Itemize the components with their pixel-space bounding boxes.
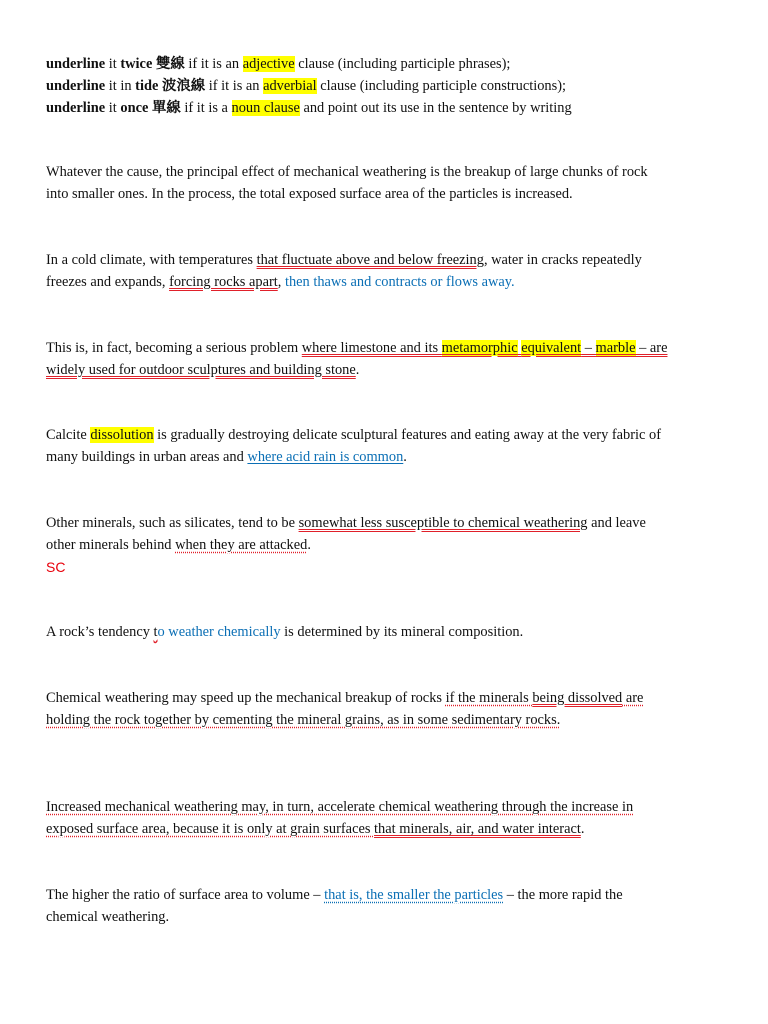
text-run: many buildings in urban areas and xyxy=(46,449,248,465)
paragraph-1-line-2: into smaller ones. In the process, the total exposed surface area of the particles is increased. xyxy=(46,186,573,202)
text-run: is gradually destroying delicate sculptural features and eating away at the very fabric of xyxy=(153,427,661,443)
adjective-clause: somewhat less susceptible to chemical weathering xyxy=(298,515,588,531)
adjective-clause: that fluctuate above and below freezing xyxy=(256,252,484,268)
text-run: Other minerals, such as silicates, tend to be xyxy=(46,515,299,531)
legend-text: if it is an xyxy=(188,56,243,72)
legend-text: if it is a xyxy=(184,100,232,116)
legend-text: if it is an xyxy=(208,78,264,94)
text-run: , xyxy=(277,274,285,290)
adjective-clause: being dissolved xyxy=(532,690,623,706)
legend-text: it in xyxy=(105,78,136,94)
text-run: and leave xyxy=(587,515,646,531)
legend-keyword: once xyxy=(120,100,149,116)
legend-text: clause (including participle constructions); xyxy=(316,78,566,94)
legend-highlight: noun clause xyxy=(231,100,300,116)
dotted-clause: Increased mechanical weathering may, in turn, accelerate chemical weathering through the increase in xyxy=(46,799,634,815)
legend-keyword: underline xyxy=(46,78,106,94)
dotted-clause: if the minerals xyxy=(445,690,533,706)
blue-dotted-clause: that is, the smaller the particles xyxy=(324,887,504,903)
legend-keyword: tide xyxy=(135,78,159,94)
wavy-letter: t xyxy=(153,624,158,640)
text-run: . xyxy=(403,449,407,465)
highlighted-word: marble xyxy=(595,340,636,356)
legend-cjk: 單線 xyxy=(148,100,185,116)
text-run: is determined by its mineral composition. xyxy=(280,624,524,640)
text-run: In a cold climate, with temperatures xyxy=(46,252,257,268)
dotted-clause: when they are attacked xyxy=(175,537,308,553)
blue-text: then thaws and contracts or flows away. xyxy=(284,274,515,290)
blue-text: o weather chemically xyxy=(157,624,281,640)
text-run: The higher the ratio of surface area to volume – xyxy=(46,887,325,903)
legend-line-1 xyxy=(46,54,510,74)
adjective-clause: where limestone and its xyxy=(301,340,442,356)
legend-cjk: 波浪線 xyxy=(158,78,209,94)
adjective-clause: widely used for outdoor sculptures and building stone xyxy=(46,362,356,378)
text-run: – the more rapid the xyxy=(503,887,623,903)
paragraph-9-line-2: chemical weathering. xyxy=(46,909,170,925)
legend-text: it xyxy=(105,56,121,72)
paragraph-6-line-1 xyxy=(46,622,523,642)
legend-text: and point out its use in the sentence by writing xyxy=(299,100,572,116)
legend-text: it xyxy=(105,100,121,116)
adjective-clause: forcing rocks apart xyxy=(169,274,278,290)
legend-keyword: twice xyxy=(120,56,153,72)
legend-keyword: underline xyxy=(46,56,106,72)
dotted-clause: are xyxy=(622,690,644,706)
text-run: . xyxy=(355,362,360,378)
paragraph-5-line-2 xyxy=(46,535,311,555)
legend-text: clause (including participle phrases); xyxy=(294,56,511,72)
paragraph-7-line-1 xyxy=(46,688,643,708)
text-run: Calcite xyxy=(46,427,91,443)
paragraph-1-line-1: Whatever the cause, the principal effect of mechanical weathering is the breakup of large chunks of rock xyxy=(46,164,648,180)
legend-line-3 xyxy=(46,98,572,118)
paragraph-9-line-1 xyxy=(46,885,623,905)
text-run: other minerals behind xyxy=(46,537,176,553)
legend-keyword: underline xyxy=(46,100,106,116)
text-run: , water in cracks repeatedly xyxy=(483,252,642,268)
paragraph-5-line-1 xyxy=(46,513,646,533)
legend-highlight: adjective xyxy=(242,56,295,72)
legend-highlight: adverbial xyxy=(263,78,317,94)
legend-cjk: 雙線 xyxy=(152,56,189,72)
paragraph-7-line-2 xyxy=(46,710,560,730)
text-run: – xyxy=(581,340,596,356)
text-run: This is, in fact, becoming a serious problem xyxy=(46,340,302,356)
text-run: Chemical weathering may speed up the mechanical breakup of rocks xyxy=(46,690,446,706)
text-run: . xyxy=(307,537,311,553)
paragraph-3-line-1 xyxy=(46,338,667,358)
paragraph-4-line-2 xyxy=(46,447,407,467)
text-run: freezes and expands, xyxy=(46,274,170,290)
highlighted-word: metamorphic xyxy=(441,340,518,356)
paragraph-8-line-2 xyxy=(46,819,584,839)
text-run: A rock’s tendency xyxy=(46,624,154,640)
sc-note: SC xyxy=(46,559,66,575)
paragraph-2-line-2 xyxy=(46,272,515,292)
highlighted-word: equivalent xyxy=(521,340,582,356)
text-run: . xyxy=(580,821,585,837)
dotted-clause: exposed surface area, because it is only at grain surfaces xyxy=(46,821,375,837)
paragraph-2-line-1 xyxy=(46,250,642,270)
adjective-clause: that minerals, air, and water interact xyxy=(374,821,581,837)
dotted-clause: holding the rock together by cementing the mineral grains, as in some sedimentary rocks. xyxy=(46,712,561,728)
highlighted-word: dissolution xyxy=(90,427,154,443)
paragraph-8-line-1 xyxy=(46,797,633,817)
paragraph-3-line-2 xyxy=(46,360,359,380)
blue-underlined-clause: where acid rain is common xyxy=(247,449,404,465)
text-run: – are xyxy=(635,340,668,356)
paragraph-4-line-1 xyxy=(46,425,661,445)
legend-line-2 xyxy=(46,76,566,96)
